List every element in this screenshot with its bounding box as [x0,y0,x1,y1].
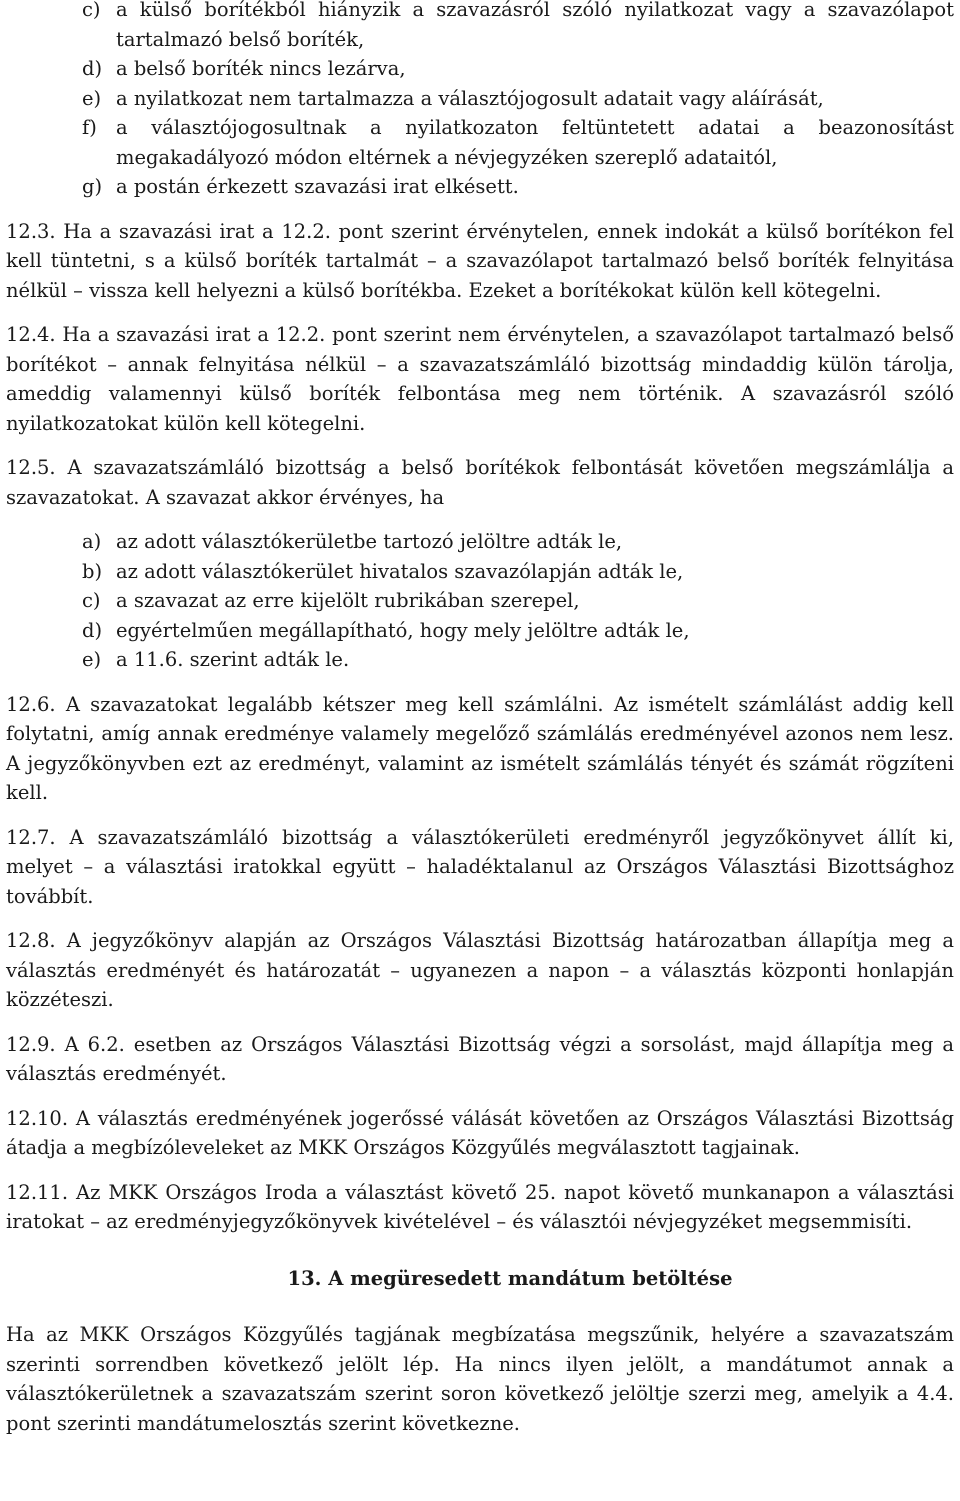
list-item [6,616,954,646]
paragraph-13: Ha az MKK Országos Közgyűlés tagjának megbízatása megszűnik, helyére a szavazatszám szerinti sorrendben következő jelölt lép. Ha nincs ilyen jelölt, a mandátumot annak a választókerületnek a szavazatszám szerint soron következő jelöltje szerzi meg, amelyik a 4.4. pont szerinti mandátumelosztás szerint következne. [6,1323,954,1435]
list-marker: c) [82,589,101,612]
list-item-text: a belső boríték nincs lezárva, [116,57,406,80]
list-item-text: a nyilatkozat nem tartalmazza a választójogosult adatait vagy aláírását, [116,86,824,110]
list-item-text: a szavazat az erre kijelölt rubrikában szerepel, [116,589,580,612]
list-item [6,0,954,54]
paragraph-12-4: 12.4. Ha a szavazási irat a 12.2. pont szerint nem érvénytelen, a szavazólapot tartalmazó belső borítékot – annak felnyitása nélkül – a szavazatszámláló bizottság mindaddig külön tárolja, ameddig valamennyi külső boríték felbontása meg nem történik. A szavazásról szóló nyilatkozatokat külön kell kötegelni. [6,323,954,435]
invalidity-list [6,0,954,202]
list-item-text: a 11.6. szerint adták le. [116,648,350,671]
document-page [6,0,954,1438]
list-item [6,172,954,202]
paragraph-12-5: 12.5. A szavazatszámláló bizottság a belső borítékok felbontását követően megszámlálja a szavazatokat. A szavazat akkor érvényes, ha [6,456,954,509]
list-item [6,54,954,84]
list-marker: g) [82,175,103,198]
list-marker: d) [82,57,103,80]
list-marker: f) [82,116,97,139]
paragraph-12-9: 12.9. A 6.2. esetben az Országos Választási Bizottság végzi a sorsolást, majd állapítja meg a választás eredményét. [6,1032,954,1085]
list-marker: d) [82,618,103,642]
list-marker: e) [82,86,102,110]
list-item [6,527,954,557]
list-item [6,557,954,587]
list-item [6,586,954,616]
paragraph-12-11: 12.11. Az MKK Országos Iroda a választást követő 25. napot követő munkanapon a választási iratokat – az eredményjegyzőkönyvek kivételével – és választói névjegyzéket megsemmisíti. [6,1180,954,1233]
paragraph-12-6: 12.6. A szavazatokat legalább kétszer meg kell számlálni. Az ismételt számlálást addig kell folytatni, amíg annak eredménye valamely megelőző számlálás eredményével azonos nem lesz. A jegyzőkönyvben ezt az eredményt, valamint az ismételt számlálás tényét és számát rögzíteni kell. [6,692,954,804]
list-item [6,84,954,114]
section-heading-13: 13. A megüresedett mandátum betöltése [287,1266,733,1290]
list-item-text: a külső borítékból hiányzik a szavazásról szóló nyilatkozat vagy a szavazólapot tartalmazó belső boríték, [116,0,954,51]
list-item-text: egyértelműen megállapítható, hogy mely jelöltre adták le, [116,618,690,642]
validity-list [6,527,954,675]
paragraph-12-3: 12.3. Ha a szavazási irat a 12.2. pont szerint érvénytelen, ennek indokát a külső borítékon fel kell tüntetni, s a külső boríték tartalmát – a szavazólapot tartalmazó belső boríték felnyitása nélkül – vissza kell helyezni a külső borítékba. Ezeket a borítékokat külön kell kötegelni. [6,219,954,302]
paragraph-12-8: 12.8. A jegyzőkönyv alapján az Országos Választási Bizottság határozatban állapítja meg a választás eredményét és határozatát – ugyanezen a napon – a választás központi honlapján közzéteszi. [6,929,954,1011]
list-marker: e) [82,648,102,671]
list-marker: c) [82,0,101,21]
list-item-text: a választójogosultnak a nyilatkozaton feltüntetett adatai a beazonosítást megakadályozó módon eltérnek a névjegyzéken szereplő adataitól, [116,116,954,169]
list-marker: b) [82,559,103,583]
list-item-text: az adott választókerület hivatalos szavazólapján adták le, [116,559,684,583]
paragraph-12-10: 12.10. A választás eredményének jogerőssé válását követően az Országos Választási Bizottság átadja a megbízóleveleket az MKK Országos Közgyűlés megválasztott tagjainak. [6,1106,954,1159]
list-item-text: a postán érkezett szavazási irat elkésett. [116,175,519,198]
list-item-text: az adott választókerületbe tartozó jelöltre adták le, [116,530,623,553]
paragraph-12-7: 12.7. A szavazatszámláló bizottság a választókerületi eredményről jegyzőkönyvet állít ki, melyet – a választási iratokkal együtt – haladéktalanul az Országos Választási Bizottsághoz továbbít. [6,825,954,908]
list-item [6,113,954,172]
list-marker: a) [82,530,102,553]
list-item [6,645,954,675]
